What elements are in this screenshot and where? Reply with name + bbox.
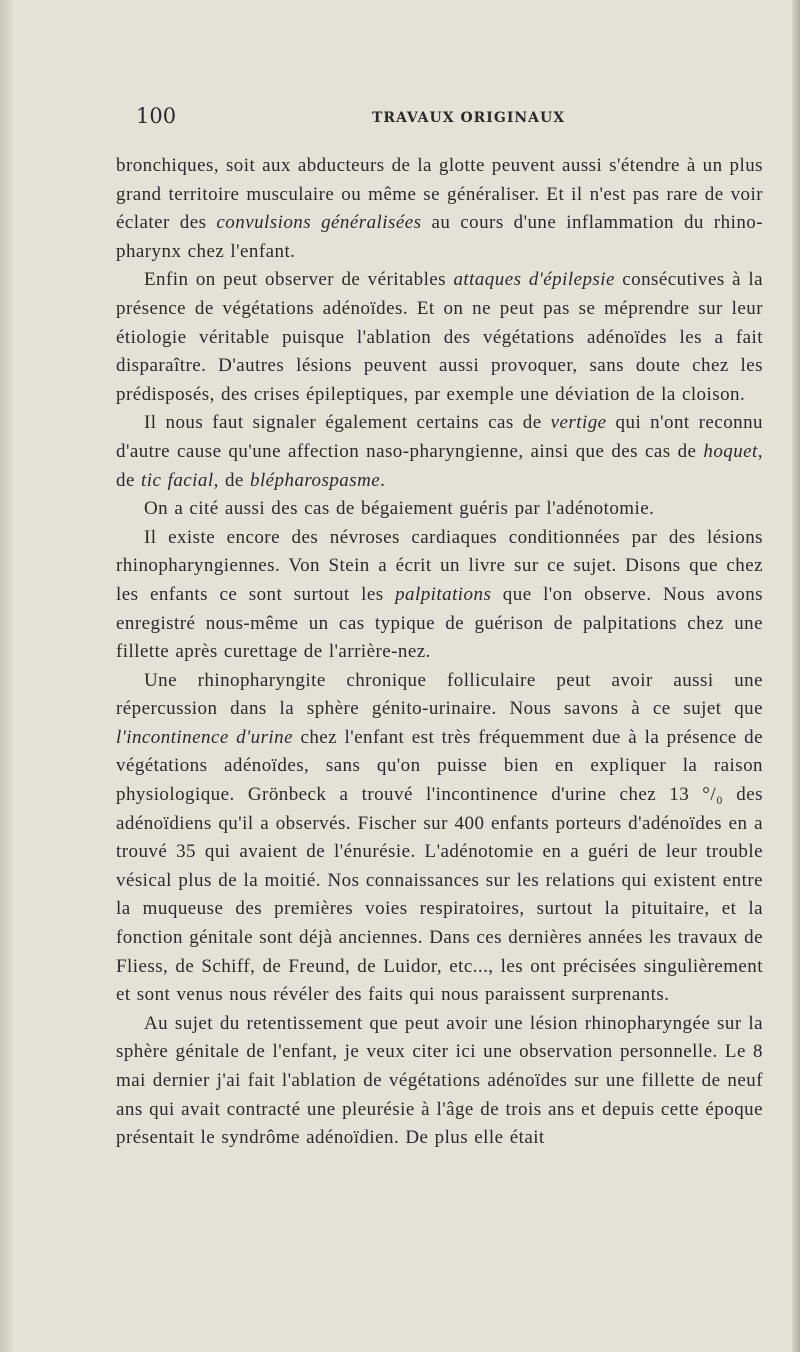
italic-run: tic facial [141,469,214,491]
paragraph [116,1010,763,1153]
running-title: TRAVAUX ORIGINAUX [372,110,566,126]
italic-run: vertige [550,412,607,434]
paragraph [116,152,763,266]
text-run: Au sujet du retentissement que peut avoir une lésion rhinopharyngée sur la sphère génitale de l'enfant, je veux citer ici une observation personnelle. Le 8 mai dernier j'ai fait l'ablation de végétations adénoïdes sur une fillette de neuf ans qui avait contracté une pleurésie à l'âge de trois ans et depuis cette époque présentait le syndrôme adénoïdien. De plus elle était [116,1012,763,1149]
text-run: consécutives à la présence de végétations adénoïdes. Et on ne peut pas se méprendre sur leur étiologie véritable puisque l'ablation des végétations adénoïdes les a fait disparaître. D'autres lésions peuvent aussi provoquer, sans doute chez les prédisposés, des crises épileptiques, par exemple une déviation de la cloison. [116,269,764,405]
text-run: Il existe encore des névroses cardiaques conditionnées par des lésions rhinopharyngiennes. Von Stein a écrit un livre sur ce sujet. Disons que chez les enfants ce sont surtout les [116,526,763,605]
text-run: . [380,469,386,491]
page-edge [792,0,800,1352]
italic-run: attaques d'épilepsie [453,269,615,291]
text-run: Il nous faut signaler également certains cas de [144,412,551,434]
page-header [136,104,776,134]
paragraph [116,524,763,667]
text-run: qui n'ont reconnu d'autre cause qu'une affection naso-pharyngienne, ainsi que des cas de [116,412,763,462]
page-number: 100 [136,104,177,128]
text-run: chez l'enfant est très fréquemment due à la présence de végétations adénoïdes, sans qu'on puisse bien en expliquer la raison physiologique. Grönbeck a trouvé l'incontinence d'urine chez 13 °/₀ des adénoïdiens qu'il a observés. Fischer sur 400 enfants porteurs d'adénoïdes en a trouvé 35 qui avaient de l'énurésie. L'adénotomie en a guéri de leur trouble vésical plus de la moitié. Nos connaissances sur les relations qui existent entre la muqueuse des premières voies respiratoires, surtout la pituitaire, et la fonction génitale sont déjà anciennes. Dans ces dernières années les travaux de Fliess, de Schiff, de Freund, de Luidor, etc..., les ont précisées singulièrement et sont venus nous révéler des faits qui nous paraissent surprenants. [116,726,764,1006]
body-text [116,152,763,1153]
paragraph [116,495,763,524]
italic-run: l'incontinence d'urine [116,726,293,748]
text-run: Enfin on peut observer de véritables [144,269,454,291]
italic-run: palpitations [395,583,492,605]
italic-run: hoquet [703,440,758,462]
text-run: Une rhinopharyngite chronique folliculaire peut avoir aussi une répercussion dans la sphère génito-urinaire. Nous savons à ce sujet que [116,669,763,720]
text-run: On a cité aussi des cas de bégaiement guéris par l'adénotomie. [144,498,655,520]
text-run: au cours d'une inflammation du rhino-pharynx chez l'enfant. [116,212,764,262]
paragraph [116,266,763,409]
page-gutter-shadow [0,0,14,1352]
italic-run: blépharospasme [250,469,381,491]
text-run: que l'on observe. Nous avons enregistré nous-même un cas typique de guérison de palpitations chez une fillette après curettage de l'arrière-nez. [116,583,764,663]
paragraph [116,667,763,1010]
paragraph [116,409,763,495]
italic-run: convulsions généralisées [216,212,422,234]
text-run: , de [213,469,250,491]
text-run: , de [116,440,763,491]
text-run: bronchiques, soit aux abducteurs de la glotte peuvent aussi s'étendre à un plus grand territoire musculaire ou même se généraliser. Et il n'est pas rare de voir éclater des [116,155,763,234]
